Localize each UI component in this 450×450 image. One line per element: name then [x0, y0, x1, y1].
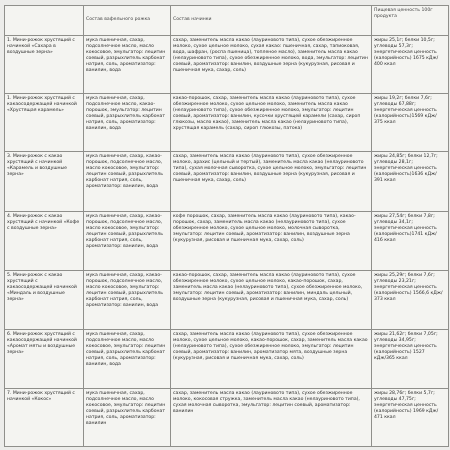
product-name: 1. Мини-рожок хрустящий с какаосодержащей начинкой «Хрустящая карамель» — [7, 95, 77, 113]
product-name-cell — [5, 212, 84, 271]
nutrition-value: жиры 25,29г; белки 7,6г; углеводы 23,21г; энергетическая ценность (калорийность) 1566,6 кДж/ 373 ккал — [374, 272, 443, 302]
filling-composition: кофе порошок, сахар, заменитель масла какао (лауриновото типа), какао-порошок, сахар, заменитель масла какао (нелауриновото типа), сухое обезжиренное молоко, сухое цельное молоко, молочная сыворотка, эмульгатор: лецитин соевый, ароматизатор: ванилин, воздушные зерна (кукурузная, рисовая и пшеничная мука, сахар, соль) — [173, 213, 356, 243]
product-name-cell — [5, 94, 84, 152]
product-name: 5. Мини-рожок с какао хрустящий с какаосодержащей начинкой «Миндаль и воздушные зерна» — [7, 272, 77, 302]
table-row — [5, 36, 449, 94]
nutrition-cell — [372, 271, 449, 330]
product-name: 4. Мини-рожок с какао хрустящий с начинкой «Кофе с воздушные зерна» — [7, 213, 80, 231]
filling-composition-cell — [171, 212, 372, 271]
wafer-composition: мука пшеничная, сахар, какао-порошок, подсолнечное масло, масло кокосовое, эмульгатор: лецитин соевый, разрыхлитель карбонат натрия, соль, ароматизатор: ванилин, вода — [86, 213, 163, 250]
nutrition-value: жиры 28,76г; белки 5,7г; углеводы 47,75г; энергетическая ценность (калорийность) 1969 кДж/ 471 ккал — [374, 390, 439, 420]
product-name: 6. Мини-рожок хрустящий с какаосодержащей начинкой «Аромат мяты и воздушные зерна» — [7, 331, 77, 355]
nutrition-value: жиры 19,2г; белки 7,6г; углеводы 67,88г; энергетическая ценность (калорийность)1569 кДж/ 375 ккал — [374, 95, 437, 125]
filling-composition: сахар, заменитель масла какао (лауриновото типа), сухое обезжиренное молоко, арахис (цельный и тертый), заменитель масла какао (нелауриновото типа), сухая молочная сыворотка, сухое цельное молоко, эмульгатор: лецитин соевый, ароматизатор: ванилин, воздушные зерна (кукурузная, рисовая и пшеничная мука, сахар, соль) — [173, 153, 367, 183]
filling-composition-cell — [171, 271, 372, 330]
wafer-composition-cell — [84, 36, 171, 94]
header-nutrition: Пищевая ценность 100г продукта — [372, 6, 449, 36]
product-name-cell — [5, 152, 84, 212]
product-composition-table — [4, 5, 449, 447]
filling-composition-cell — [171, 330, 372, 389]
product-name-cell — [5, 389, 84, 447]
nutrition-cell — [372, 152, 449, 212]
product-name: 3. Мини-рожок с какао хрустящий с начинкой «Карамель и воздушные зерна» — [7, 153, 67, 177]
wafer-composition: мука пшеничная, сахар, подсолнечное масло, какао-порошок, эмульгатор: лецитин соевый, разрыхлитель карбонат натрия, соль, ароматизатор: ванилин, вода — [86, 95, 166, 132]
table-row — [5, 389, 449, 447]
nutrition-cell — [372, 330, 449, 389]
table-header-row — [5, 6, 449, 36]
header-name — [5, 6, 84, 36]
header-wafer: Состав вафельного рожка — [84, 6, 171, 36]
wafer-composition-cell — [84, 330, 171, 389]
nutrition-value: жиры 24,85г; белки 12,7г; углеводы 28,1г; энергетическая ценность (калорийность)1636 кДж/ 391 ккал — [374, 153, 438, 183]
wafer-composition-cell — [84, 212, 171, 271]
nutrition-cell — [372, 212, 449, 271]
nutrition-value: жиры 25,1г; белки 10,5г; углеводы 57,3г; энергетическая ценность (калорийность) 1675 кДж/ 400 ккал — [374, 37, 439, 67]
filling-composition: какао-порошок, сахар, заменитель масла какао (лауриновото типа), сухое обезжиренное молоко, сухое цельное молоко, какао-порошок, сахар, заменитель масла какао (нелауриновото типа), сухое обезжиренное молоко, эмульгатор: лецитин соевый, ароматизатор: ванилин, миндаль цельный, воздушные зерна (кукурузная, рисовая и пшеничная мука, сахар, соль) — [173, 272, 363, 302]
wafer-composition-cell — [84, 152, 171, 212]
filling-composition-cell — [171, 152, 372, 212]
filling-composition-cell — [171, 389, 372, 447]
filling-composition-cell — [171, 94, 372, 152]
filling-composition: сахар, заменитель масла какао (лауриновото типа), сухое обезжиренное молоко, сухое цельное молоко, сухая какао: пшеничная, сахар, тапиоковая, вода, шафран, (роспа пшеница), топленое масло), заменитель масла какао (нелауриновото типа), сухое обезжиренное молоко, вода, эмульгатор: лецитин соевый, ароматизатор: ванилин, воздушные зерна (кукурузная, рисовая и пшеничная мука, сахар, соль) — [173, 37, 368, 74]
table-row — [5, 271, 449, 330]
header-filling: Состав начинки — [171, 6, 372, 36]
product-name: 1. Мини-рожок хрустящий с начинкой «Сахара в воздушные зерна» — [7, 37, 75, 55]
filling-composition: сахар, заменитель масла какао (лауриновото типа), сухое обезжиренное молоко, кокосовая стружка, заменитель масла какао (нелауриновото типа), сухая молочная сыворотка, эмульгатор: лецитин соевый, ароматизатор: ванилин — [173, 390, 360, 414]
wafer-composition: мука пшеничная, сахар, подсолнечное масло, масло кокосовое, эмульгатор: лецитин соевый, разрыхлитель карбонат натрия, соль, ароматизатор: ванилин, вода — [86, 331, 166, 368]
nutrition-cell — [372, 36, 449, 94]
table-row — [5, 330, 449, 389]
table-row — [5, 212, 449, 271]
nutrition-cell — [372, 389, 449, 447]
wafer-composition-cell — [84, 389, 171, 447]
nutrition-cell — [372, 94, 449, 152]
table-row — [5, 152, 449, 212]
table-row — [5, 94, 449, 152]
nutrition-value: жиры 21,62г; белки 7,05г; углеводы 34,95г; энергетическая ценность (калорийность) 1527 кДж/365 ккал — [374, 331, 438, 361]
filling-composition: какао-порошок, сахар, заменитель масла какао (лауриновото типа), сухое обезжиренное молоко, сухое цельное молоко, заменитель масла какао (нелауриновото типа), сухое обезжиренное молоко, эмульгатор: лецитин соевый, ароматизатор: ванилин, кусочки хрустящей карамели (сахар, сироп глюкозы, масло какао), заменитель масла какао (нелауриновото типа), хрустящая карамель (сахар, сироп глюкозы, патока) — [173, 95, 361, 132]
product-name-cell — [5, 36, 84, 94]
product-name: 7. Мини-рожок хрустящий с начинкой «Кокос» — [7, 390, 75, 402]
document-page — [4, 5, 448, 446]
product-name-cell — [5, 271, 84, 330]
filling-composition-cell — [171, 36, 372, 94]
filling-composition: сахар, заменитель масла какао (лауриновото типа), сухое обезжиренное молоко, сухое цельное молоко, какао-порошок, сахар, заменитель масла какао (нелауриновото типа), сухое обезжиренное молоко, эмульгатор: лецитин соевый, ароматизатор: ванилин, ароматизатор мята, воздушные зерна (кукурузная, рисовая и пшеничная мука, сахар, соль) — [173, 331, 368, 361]
wafer-composition-cell — [84, 94, 171, 152]
wafer-composition: мука пшеничная, сахар, какао-порошок, подсолнечное масло, масло кокосовое, эмульгатор: лецитин соевый, разрыхлитель карбонат натрия, соль, ароматизатор: ванилин, вода — [86, 272, 163, 309]
wafer-composition: мука пшеничная, сахар, подсолнечное масло, масло кокосовое, эмульгатор: лецитин соевый, разрыхлитель карбонат натрия, соль, ароматизатор: ванилин, вода — [86, 37, 166, 74]
wafer-composition: мука пшеничная, сахар, подсолнечное масло, масло кокосовое, эмульгатор: лецитин соевый, разрыхлитель карбонат натрия, соль, ароматизатор: ванилин — [86, 390, 166, 427]
wafer-composition-cell — [84, 271, 171, 330]
wafer-composition: мука пшеничная, сахар, какао-порошок, подсолнечное масло, масло кокосовое, эмульгатор: лецитин соевый, разрыхлитель карбонат натрия, соль, ароматизатор: ванилин, вода — [86, 153, 163, 190]
product-name-cell — [5, 330, 84, 389]
nutrition-value: жиры 27,54г; белки 7,8г; углеводы 34,1г; энергетическая ценность (калорийность)1741 кДж/ 416 ккал — [374, 213, 437, 243]
